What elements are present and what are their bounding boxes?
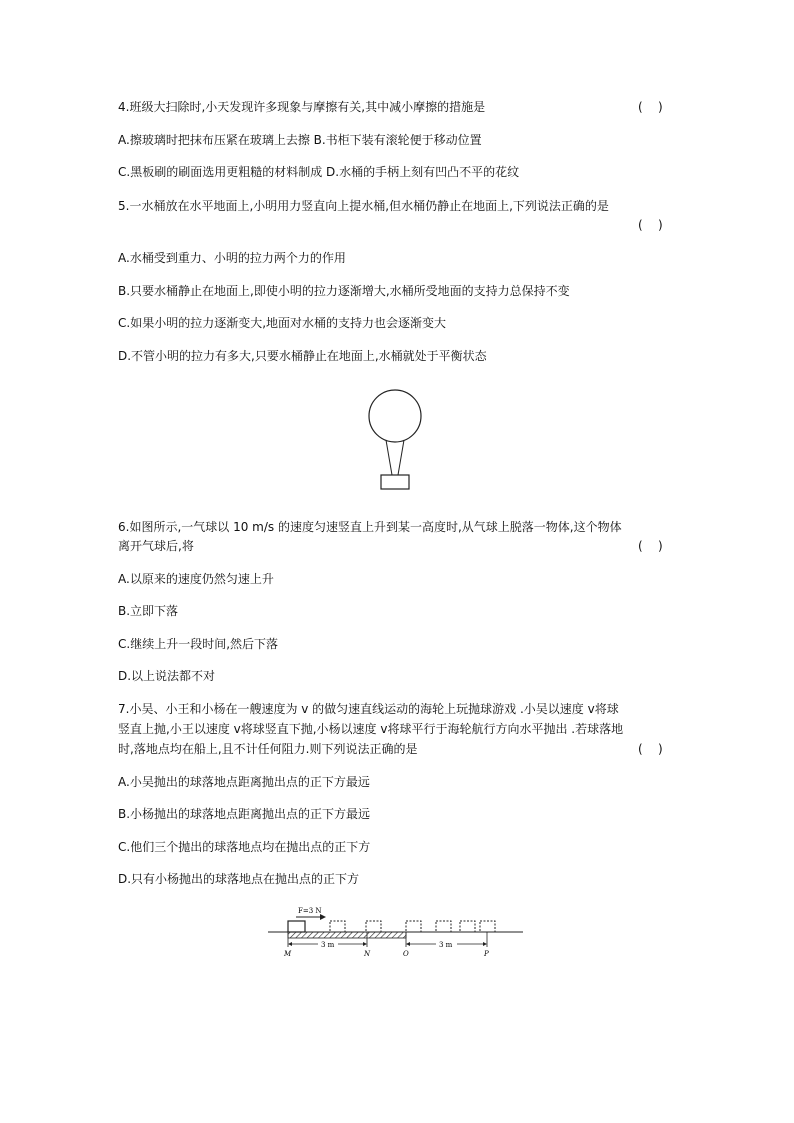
block-position: [480, 921, 495, 932]
q6-option-a: A.以原来的速度仍然匀速上升: [118, 572, 274, 586]
q5-answer-blank: ( ): [638, 218, 663, 232]
balloon-basket: [381, 475, 409, 489]
q4-options-cd: C.黑板刷的刷面选用更粗糙的材料制成 D.水桶的手柄上刻有凹凸不平的花纹: [118, 165, 520, 179]
q5-option-b: B.只要水桶静止在地面上,即使小明的拉力逐渐增大,水桶所受地面的支持力总保持不变: [118, 284, 570, 298]
force-label: F=3 N: [298, 907, 322, 915]
dim-label-mn: 3 m: [321, 941, 335, 949]
q5-option-d: D.不管小明的拉力有多大,只要水桶静止在地面上,水桶就处于平衡状态: [118, 349, 487, 363]
q5-option-c: C.如果小明的拉力逐渐变大,地面对水桶的支持力也会逐渐变大: [118, 316, 447, 330]
q4-options-ab: A.擦玻璃时把抹布压紧在玻璃上去擦 B.书柜下装有滚轮便于移动位置: [118, 133, 482, 147]
point-label-o: O: [403, 950, 409, 958]
q7-option-c: C.他们三个抛出的球落地点均在抛出点的正下方: [118, 840, 371, 854]
block: [288, 921, 305, 932]
q6-stem-line1: 6.如图所示,一气球以 10 m/s 的速度匀速竖直上升到某一高度时,从气球上脱落一物体,这个物体: [118, 520, 622, 534]
dim-arrow: [288, 942, 292, 946]
q7-stem-line1: 7.小吴、小王和小杨在一艘速度为 v 的做匀速直线运动的海轮上玩抛球游戏 .小吴以速度 v将球: [118, 702, 619, 716]
q7-option-a: A.小吴抛出的球落地点距离抛出点的正下方最远: [118, 775, 370, 789]
q6-stem-line2: 离开气球后,将: [118, 539, 194, 553]
dim-arrow: [406, 942, 410, 946]
balloon-rope-left: [386, 440, 392, 475]
rough-surface: [288, 932, 406, 938]
q4-stem: 4.班级大扫除时,小天发现许多现象与摩擦有关,其中减小摩擦的措施是: [118, 100, 486, 114]
q4-answer-blank: ( ): [638, 100, 663, 114]
q7-option-b: B.小杨抛出的球落地点距离抛出点的正下方最远: [118, 807, 371, 821]
dim-label-op: 3 m: [439, 941, 453, 949]
q7-answer-blank: ( ): [638, 742, 663, 756]
q6-option-d: D.以上说法都不对: [118, 669, 216, 683]
q7-stem-line3: 时,落地点均在船上,且不计任何阻力.则下列说法正确的是: [118, 742, 418, 756]
block-motion-figure: [268, 903, 528, 959]
q7-stem-line2: 竖直上抛,小王以速度 v将球竖直下抛,小杨以速度 v将球平行于海轮航行方向水平抛出 .若球落地: [118, 722, 624, 736]
balloon-rope-right: [398, 440, 404, 475]
block-position: [330, 921, 345, 932]
block-position: [406, 921, 421, 932]
balloon-figure: [360, 382, 432, 494]
q6-answer-blank: ( ): [638, 539, 663, 553]
q7-option-d: D.只有小杨抛出的球落地点在抛出点的正下方: [118, 872, 360, 886]
dim-arrow: [483, 942, 487, 946]
block-position: [366, 921, 381, 932]
point-label-p: P: [484, 950, 489, 958]
block-position: [460, 921, 475, 932]
q6-option-c: C.继续上升一段时间,然后下落: [118, 637, 279, 651]
q6-option-b: B.立即下落: [118, 604, 179, 618]
balloon: [369, 390, 421, 442]
q5-stem: 5.一水桶放在水平地面上,小明用力竖直向上提水桶,但水桶仍静止在地面上,下列说法正确的是: [118, 199, 609, 213]
point-label-m: M: [284, 950, 292, 958]
block-position: [436, 921, 451, 932]
point-label-n: N: [364, 950, 371, 958]
q5-option-a: A.水桶受到重力、小明的拉力两个力的作用: [118, 251, 346, 265]
dim-arrow: [363, 942, 367, 946]
